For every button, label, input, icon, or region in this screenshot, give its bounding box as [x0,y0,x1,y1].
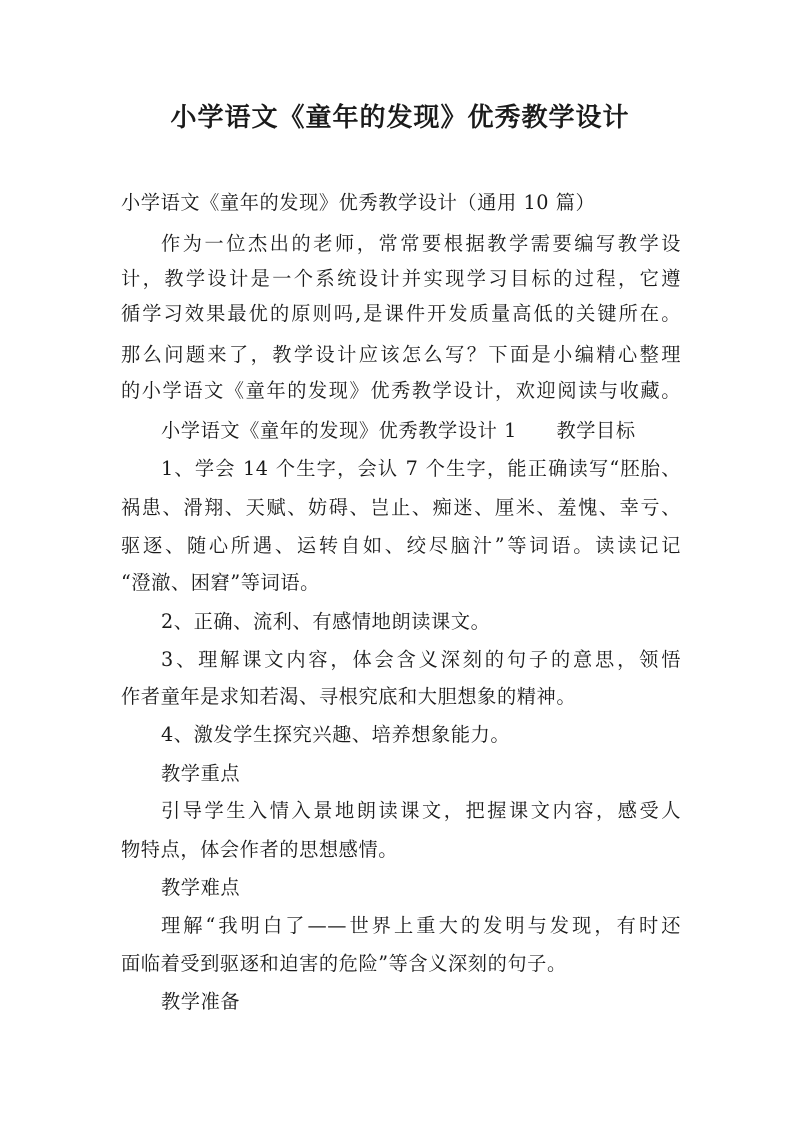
paragraph-line: 2、正确、流利、有感情地朗读课文。 [161,610,491,633]
paragraph-line: 驱逐、随心所遇、运转自如、绞尽脑汁”等词语。读读记记 [121,534,681,557]
document-title: 小学语文《童年的发现》优秀教学设计 [170,103,630,133]
paragraph-line: 作者童年是求知若渴、寻根究底和大胆想象的精神。 [121,685,577,708]
section-heading: 教学准备 [161,990,241,1013]
paragraph-line: “澄澈、困窘”等词语。 [121,571,320,594]
paragraph-line: 3、理解课文内容，体会含义深刻的句子的意思，领悟 [161,648,681,671]
paragraph-line: 面临着受到驱逐和迫害的危险”等含义深刻的句子。 [121,952,567,975]
paragraph-line: 理解“我明白了——世界上重大的发明与发现，有时还 [161,914,681,937]
paragraph-line: 物特点，体会作者的思想感情。 [121,838,399,861]
section-heading: 教学重点 [161,762,241,785]
paragraph-line: 4、激发学生探究兴趣、培养想象能力。 [161,723,511,746]
paragraph-line: 引导学生入情入景地朗读课文，把握课文内容，感受人 [161,799,681,822]
paragraph-line: 那么问题来了，教学设计应该怎么写？下面是小编精心整理 [121,343,681,366]
paragraph-line: 1、学会 14 个生字，会认 7 个生字，能正确读写“胚胎、 [161,457,681,480]
paragraph-line: 计，教学设计是一个系统设计并实现学习目标的过程，它遵 [121,267,681,290]
paragraph-line: 的小学语文《童年的发现》优秀教学设计，欢迎阅读与收藏。 [121,379,681,402]
paragraph-line: 循学习效果最优的原则吗,是课件开发质量高低的关键所在。 [121,302,681,325]
section-heading-line: 小学语文《童年的发现》优秀教学设计 1 教学目标 [161,419,636,442]
paragraph-line: 祸患、滑翔、天赋、妨碍、岂止、痴迷、厘米、羞愧、幸亏、 [121,496,681,519]
section-heading: 教学难点 [161,876,241,899]
paragraph-line: 作为一位杰出的老师，常常要根据教学需要编写教学设 [161,232,681,255]
subtitle-line: 小学语文《童年的发现》优秀教学设计（通用 10 篇） [121,191,596,214]
